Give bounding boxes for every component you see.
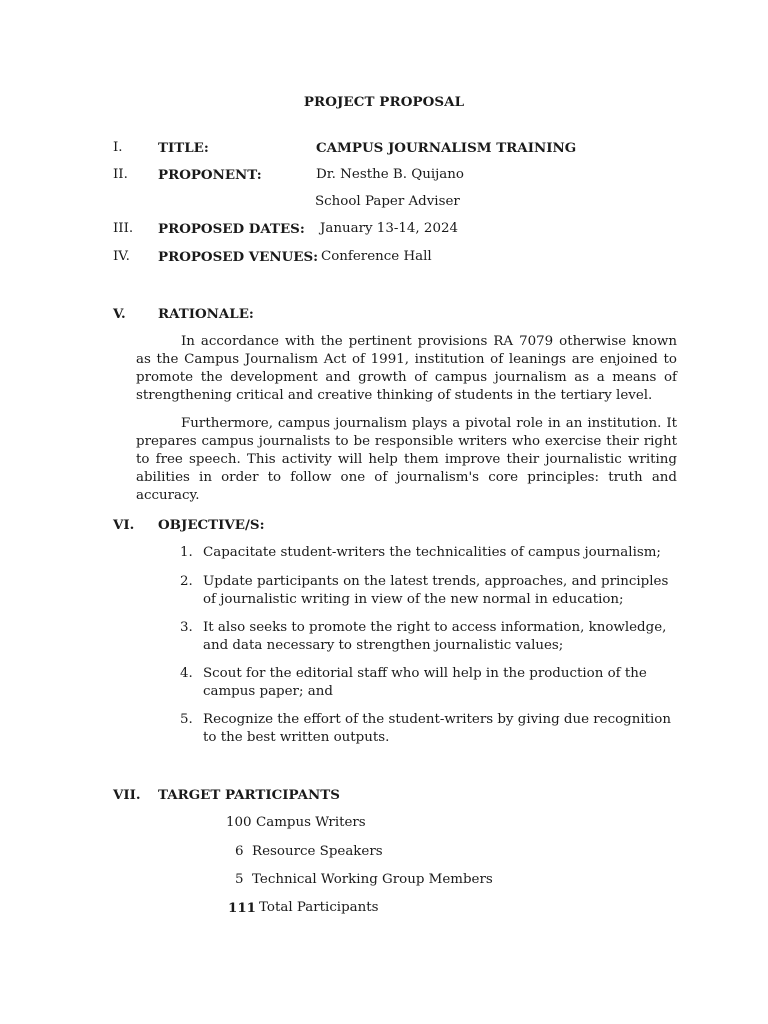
section-label: OBJECTIVE/S:	[158, 517, 265, 533]
participant-count: 100	[226, 815, 252, 830]
proponent-name: Dr. Nesthe B. Quijano	[316, 167, 464, 182]
objective-number: 4.	[180, 666, 193, 681]
objective-number: 1.	[180, 545, 193, 560]
participant-type: Resource Speakers	[252, 844, 383, 859]
section-venues-row	[0, 248, 768, 266]
participant-type: Technical Working Group Members	[252, 872, 493, 887]
objective-number: 5.	[180, 712, 193, 727]
participant-row	[0, 843, 768, 861]
roman-numeral: II.	[113, 167, 128, 182]
objective-text: Capacitate student-writers the technicalities of campus journalism;	[203, 545, 661, 560]
objective-text: Update participants on the latest trends, approaches, and principles of journalistic writing in view of the new normal in education;	[203, 574, 669, 607]
roman-numeral: VII.	[113, 787, 141, 803]
objective-number: 2.	[180, 574, 193, 589]
section-title-row	[0, 139, 768, 157]
section-participants-row	[0, 786, 768, 804]
participant-count: 6	[235, 844, 244, 859]
section-rationale-row	[0, 305, 768, 323]
roman-numeral: V.	[113, 306, 126, 322]
participant-type: Total Participants	[259, 900, 379, 915]
section-dates-row	[0, 220, 768, 238]
section-label: PROPOSED VENUES:	[158, 249, 319, 265]
rationale-paragraph-2: Furthermore, campus journalism plays a pivotal role in an institution. It prepares campus journalists to be responsible writers who exercise their right to free speech. This activity will help them improve their journalistic writing abilities in order to follow one of journalism's core principles: truth and accuracy.	[136, 416, 677, 503]
document-title: PROJECT PROPOSAL	[303, 94, 465, 110]
participant-count: 5	[235, 872, 244, 887]
objective-text: It also seeks to promote the right to access information, knowledge, and data necessary to strengthen journalistic values;	[203, 620, 667, 653]
participant-type: Campus Writers	[256, 815, 366, 830]
objective-number: 3.	[180, 620, 193, 635]
section-proponent-row	[0, 166, 768, 184]
participant-row	[0, 871, 768, 889]
participant-total-row	[0, 899, 768, 917]
proponent-position: School Paper Adviser	[315, 194, 460, 209]
roman-numeral: VI.	[113, 517, 135, 533]
proposed-dates: January 13-14, 2024	[320, 221, 458, 236]
objective-text: Recognize the effort of the student-writers by giving due recognition to the best written outputs.	[203, 712, 671, 745]
rationale-paragraph-1: In accordance with the pertinent provisions RA 7079 otherwise known as the Campus Journalism Act of 1991, institution of leanings are enjoined to promote the development and growth of campus journalism as a means of strengthening critical and creative thinking of students in the tertiary level.	[136, 334, 677, 403]
section-label: PROPOSED DATES:	[158, 221, 305, 237]
proposed-venue: Conference Hall	[321, 249, 432, 264]
roman-numeral: III.	[113, 221, 134, 236]
participant-row	[0, 814, 768, 832]
section-label: TARGET PARTICIPANTS	[158, 787, 340, 803]
participant-total-count: 111	[228, 900, 256, 916]
section-objectives-row	[0, 516, 768, 534]
section-label: RATIONALE:	[158, 306, 254, 322]
project-title: CAMPUS JOURNALISM TRAINING	[316, 140, 577, 156]
roman-numeral: IV.	[113, 249, 130, 264]
section-label: PROPONENT:	[158, 167, 262, 183]
objective-text: Scout for the editorial staff who will help in the production of the campus paper; and	[203, 666, 647, 699]
section-label: TITLE:	[158, 140, 209, 156]
proponent-position-row	[0, 193, 768, 211]
roman-numeral: I.	[113, 140, 123, 155]
